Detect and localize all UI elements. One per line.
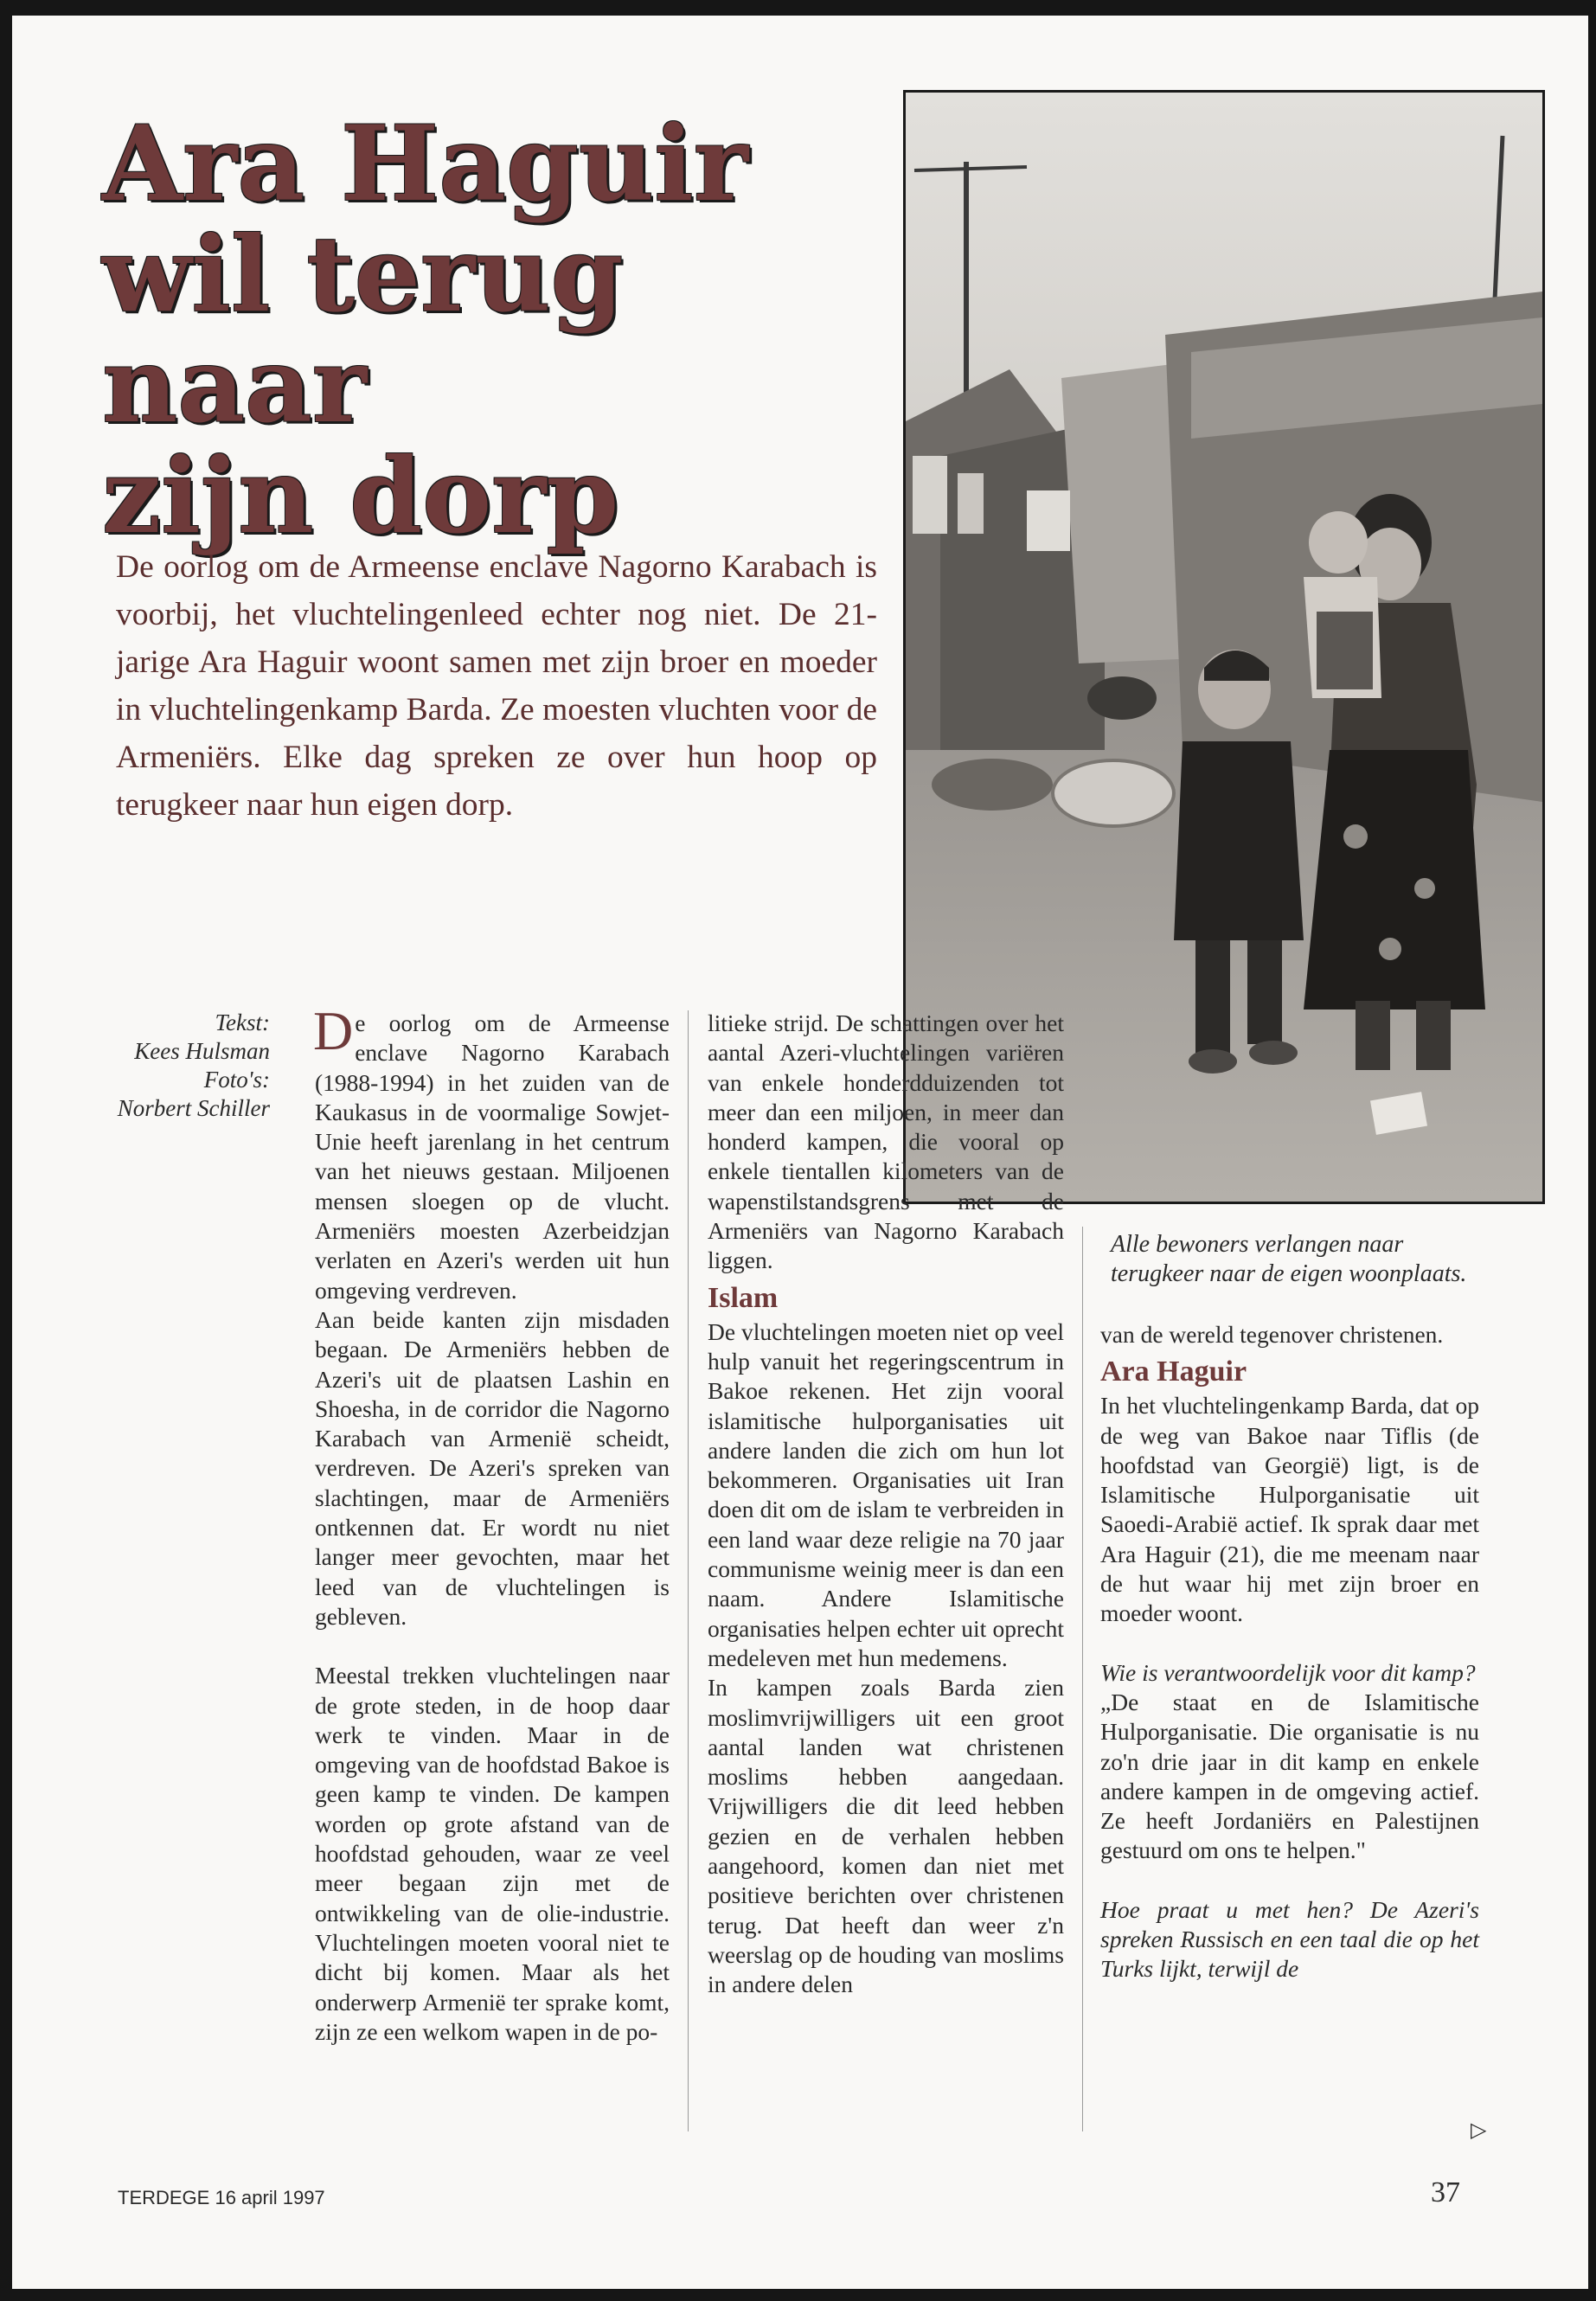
continue-arrow-icon: ▷ <box>1471 2118 1487 2142</box>
subhead-ara-haguir: Ara Haguir <box>1100 1356 1247 1388</box>
magazine-page <box>12 16 1588 2289</box>
col3-paragraph-1: van de wereld tegenover christenen. <box>1100 1321 1444 1348</box>
column-1 <box>313 1000 670 2047</box>
paragraph-gap <box>1100 1629 1479 1658</box>
title-line-3: zijn dorp <box>102 435 619 557</box>
page-number: 37 <box>1431 2176 1460 2208</box>
col3-paragraph-2: In het vluchtelingenkamp Barda, dat op de weg van Bakoe naar Tiflis (de hoofdstad van Georgië) ligt, is de Islamitische Hulporganisatie uit Saoedi-Arabië actief. Ik sprak daar met Ara Haguir (21), die me meenam naar de hut waar hij met zijn broer en moeder woont. <box>1100 1392 1479 1627</box>
author-name: Kees Hulsman <box>134 1038 270 1064</box>
photo-credit-label: Foto's: <box>203 1067 270 1093</box>
text-credit-label: Tekst: <box>215 1009 270 1035</box>
title-line-2: wil terug naar <box>102 214 624 446</box>
photo-caption: Alle bewoners verlangen naar terugkeer naar de eigen woonplaats. <box>1111 1231 1467 1287</box>
column-3 <box>1100 1320 1479 1984</box>
col2-paragraph-3: In kampen zoals Barda zien moslimvrijwilligers uit een groot aantal landen wat christenen moslims hebben aangedaan. Vrijwilligers die dit leed hebben gezien en de verhalen hebben aangehoord, komen dan niet met positieve berichten over christenen terug. Dat heeft dan weer z'n weerslag op de houding van moslims in andere delen <box>708 1674 1064 1998</box>
article-title <box>102 103 915 557</box>
interview-question-1: Wie is verantwoordelijk voor dit kamp? <box>1100 1658 1476 1686</box>
col2-paragraph-1: litieke strijd. De schattingen over het aantal Azeri-vluchtelingen variëren van enkele honderdduizenden tot meer dan een miljoen, in meer dan honderd kampen, die vooral op enkele tientallen kilometers van de wapenstilstandsgrens met de Armeniërs van Nagorno Karabach liggen. <box>708 1009 1064 1274</box>
col1-paragraph-3: Meestal trekken vluchtelingen naar de grote steden, in de hoop daar werk te vinden. Maar in de omgeving van de hoofdstad Bakoe is geen kamp te vinden. De kampen worden op grote afstand van de hoofdstad gehouden, waar ze veel meer begaan zijn met de ontwikkeling van de olie-industrie. Vluchtelingen moeten vooral niet te dicht bij komen. Maar als het onderwerp Armenië ter sprake komt, zijn ze een welkom wapen in de po- <box>315 1662 670 2045</box>
publication-footer: TERDEGE 16 april 1997 <box>118 2187 325 2208</box>
column-rule <box>688 1010 689 2131</box>
interview-answer-1: „De staat en de Islamitische Hulporganisatie. Die organisatie is nu zo'n drie jaar in dit kamp en enkele andere kampen in de omgeving actief. Ze heeft Jordaniërs en Palestijnen gestuurd om ons te helpen." <box>1100 1688 1479 1864</box>
credits <box>81 1009 270 1123</box>
col1-paragraph-2: Aan beide kanten zijn misdaden begaan. De Armeniërs hebben de Azeri's uit de plaatsen Lashin en Shoesha, in de corridor die Nagorno Karabach van Armenië scheidt, verdreven. De Azeri's spreken van slachtingen, maar de Armeniërs ontkennen dat. Er wordt nu niet langer meer gevochten, maar het leed van de vluchtelingen is gebleven. <box>315 1305 670 1630</box>
intro-lead: De oorlog om de Armeense enclave Nagorno Karabach is voorbij, het vluchtelingenleed echter nog niet. De 21-jarige Ara Haguir woont samen met zijn broer en moeder in vluchtelingenkamp Barda. Ze moesten vluchten voor de Armeniërs. Elke dag spreken ze over hun hoop op terugkeer naar hun eigen dorp. <box>116 549 877 823</box>
column-2 <box>708 1009 1064 2000</box>
title-line-1: Ara Haguir <box>102 103 748 225</box>
col2-paragraph-2: De vluchtelingen moeten niet op veel hulp vanuit het regeringscentrum in Bakoe rekenen. Het zijn vooral islamitische hulporganisaties uit andere landen die zich om hun lot bekommeren. Organisaties uit Iran doen dit om de islam te verbreiden in een land waar deze religie na 70 jaar communisme weinig meer is dan een naam. Andere Islamitische organisaties helpen echter uit oprecht medeleven met hun medemens. <box>708 1317 1064 1671</box>
col1-paragraph-1: e oorlog om de Armeense enclave Nagorno Karabach (1988-1994) in het zuiden van de Kaukasus in de voormalige Sowjet-Unie heeft jarenlang in het centrum van het nieuws gestaan. Miljoenen mensen sloegen op de vlucht. Armeniërs moesten Azerbeidzjan verlaten en Azeri's werden uit hun omgeving verdreven. <box>315 1009 670 1304</box>
paragraph-gap <box>315 1631 670 1661</box>
paragraph-gap <box>1100 1866 1479 1895</box>
drop-cap: D <box>313 1000 354 1061</box>
interview-question-2: Hoe praat u met hen? De Azeri's spreken Russisch en een taal die op het Turks lijkt, terwijl de <box>1100 1895 1479 1983</box>
subhead-islam: Islam <box>708 1281 779 1314</box>
column-rule <box>1082 1227 1083 2131</box>
photographer-name: Norbert Schiller <box>117 1095 270 1121</box>
